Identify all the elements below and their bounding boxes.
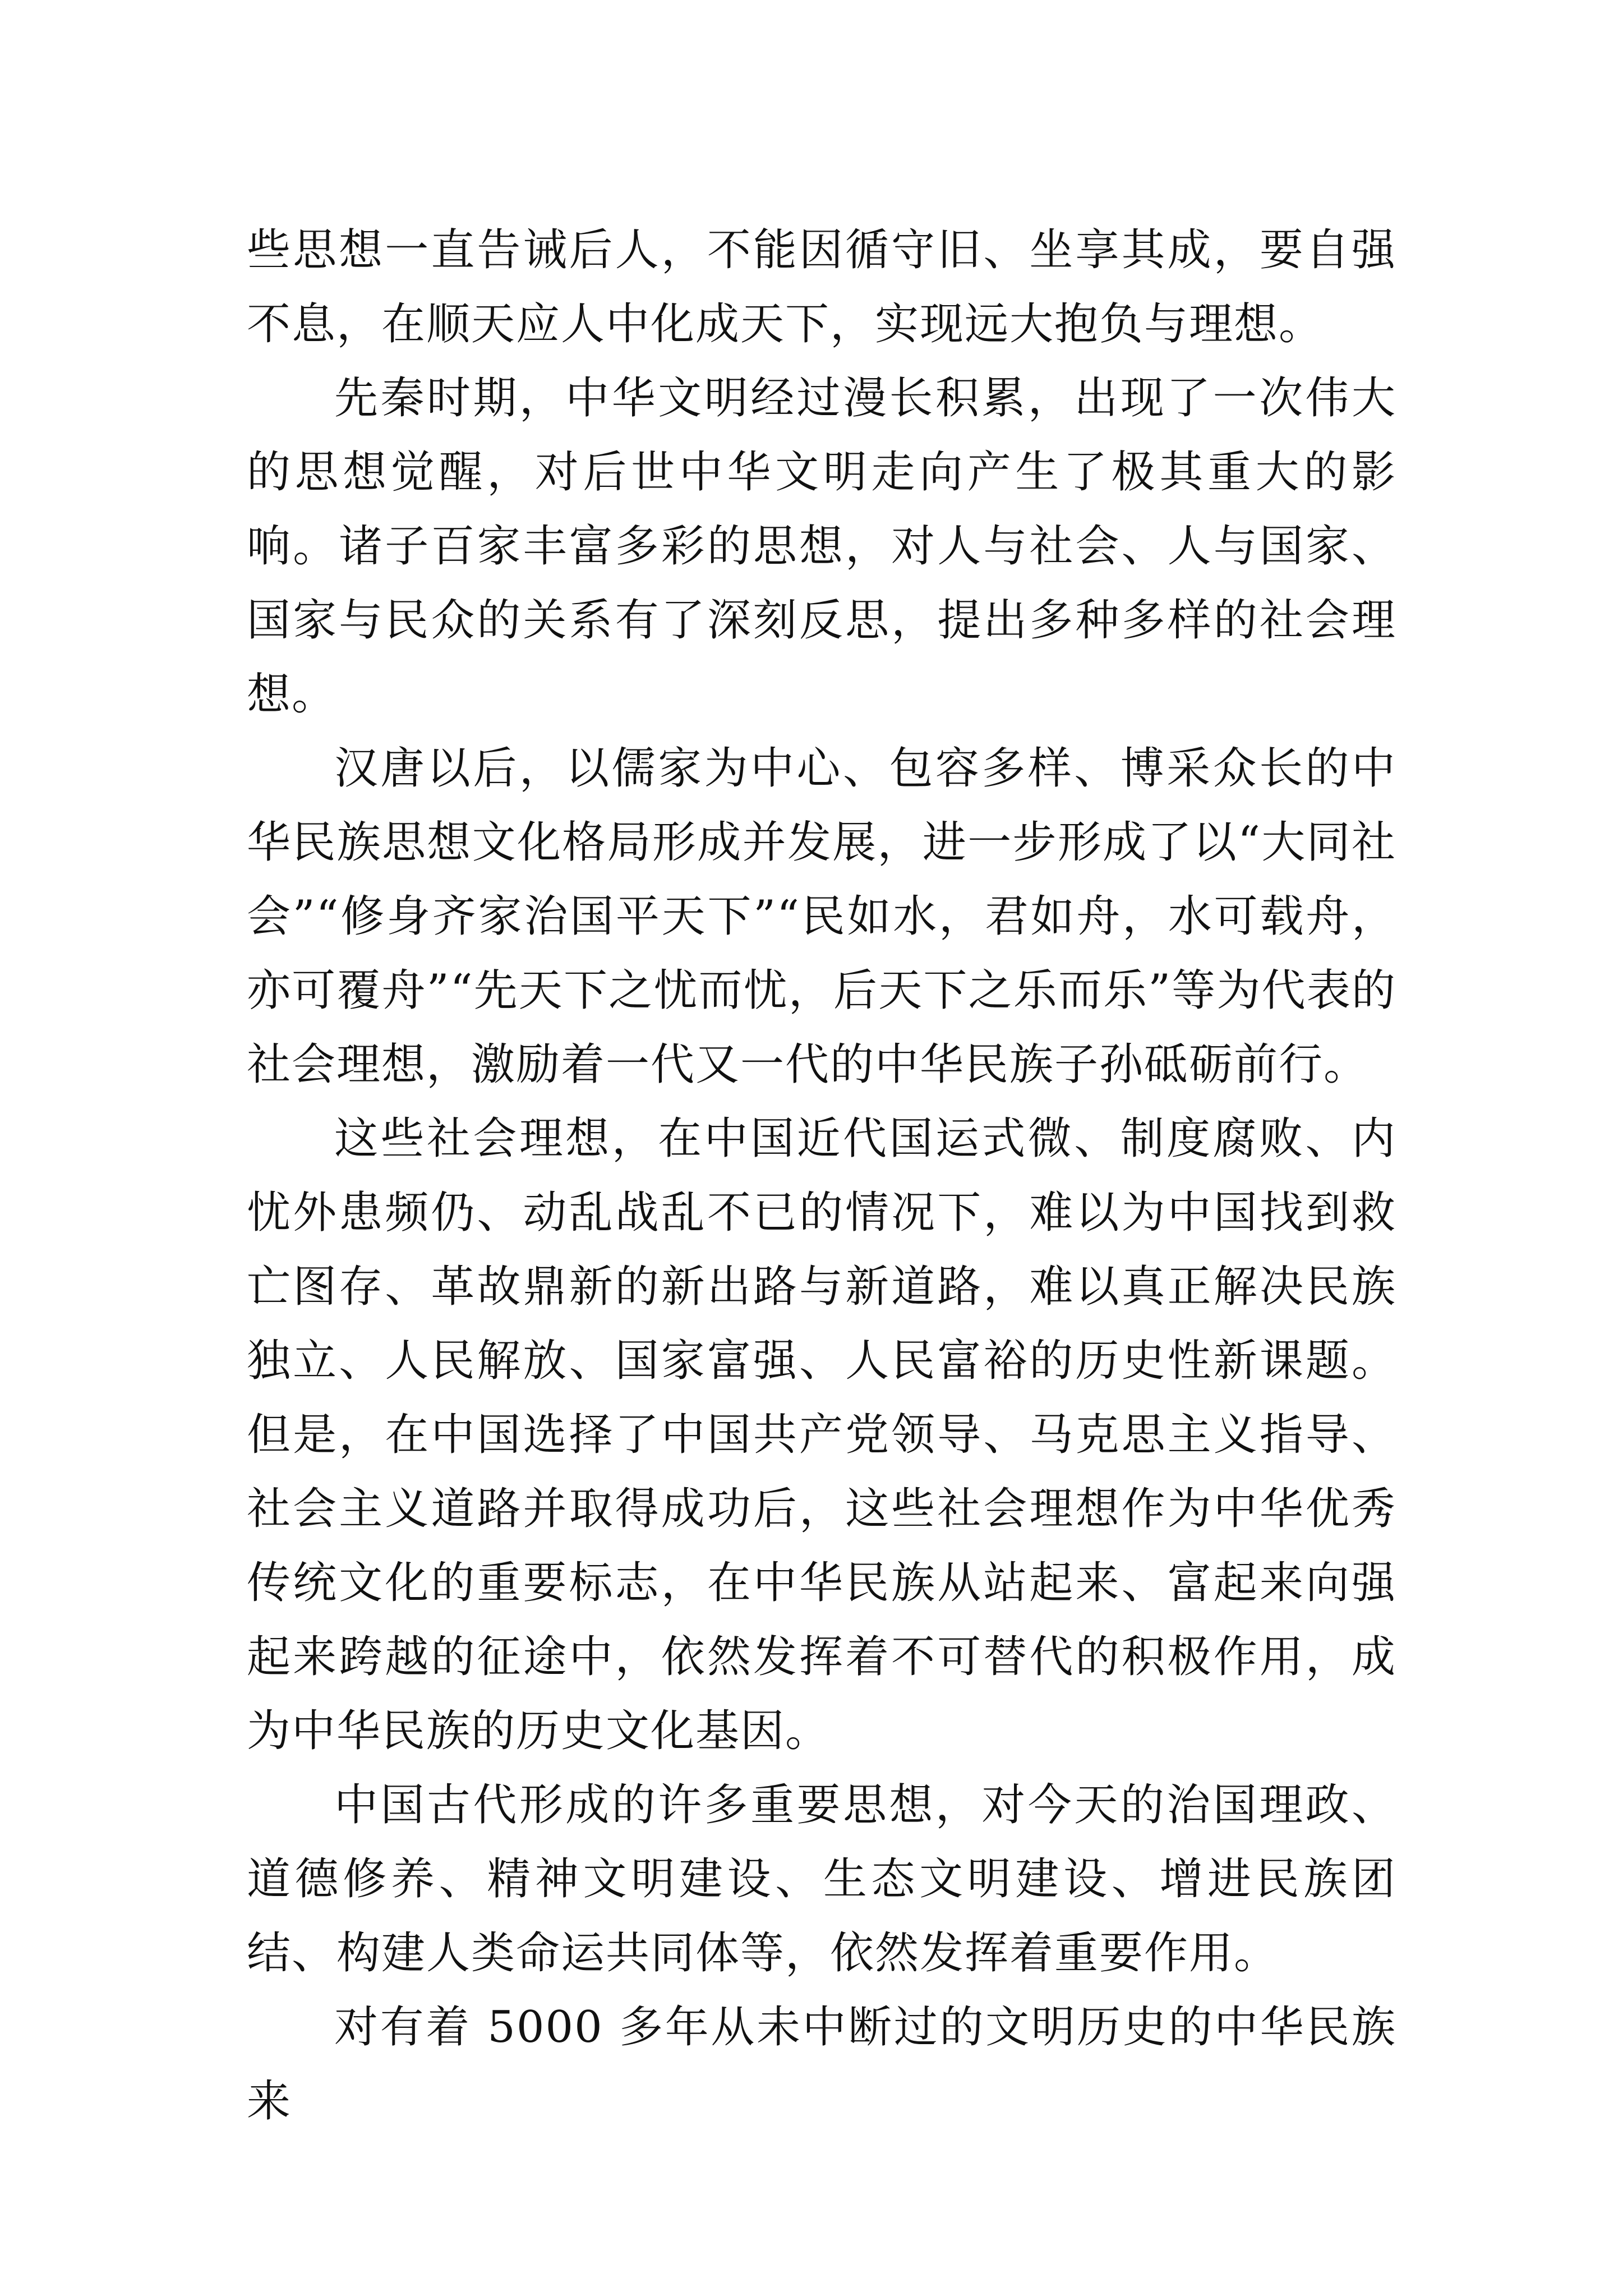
paragraph-5: 中国古代形成的许多重要思想，对今天的治国理政、道德修养、精神文明建设、生态文明建设、增进民族团结、构建人类命运共同体等，依然发挥着重要作用。 (247, 1780, 1396, 1978)
paragraph-6: 对有着 5000 多年从未中断过的文明历史的中华民族来 (247, 2002, 1396, 2127)
paragraph-3: 汉唐以后，以儒家为中心、包容多样、博采众长的中华民族思想文化格局形成并发展，进一步形成了以“大同社会”“修身齐家治国平天下”“民如水，君如舟，水可载舟，亦可覆舟”“先天下之忧而忧，后天下之乐而乐”等为代表的社会理想，激励着一代又一代的中华民族子孙砥砺前行。 (247, 743, 1396, 1090)
paragraph-4: 这些社会理想，在中国近代国运式微、制度腐败、内忧外患频仍、动乱战乱不已的情况下，难以为中国找到救亡图存、革故鼎新的新出路与新道路，难以真正解决民族独立、人民解放、国家富强、人民富裕的历史性新课题。但是，在中国选择了中国共产党领导、马克思主义指导、社会主义道路并取得成功后，这些社会理想作为中华优秀传统文化的重要标志，在中华民族从站起来、富起来向强起来跨越的征途中，依然发挥着不可替代的积极作用，成为中华民族的历史文化基因。 (247, 1114, 1396, 1756)
body-text (247, 213, 1396, 2138)
paragraph-2: 先秦时期，中华文明经过漫长积累，出现了一次伟大的思想觉醒，对后世中华文明走向产生了极其重大的影响。诸子百家丰富多彩的思想，对人与社会、人与国家、国家与民众的关系有了深刻反思，提出多种多样的社会理想。 (247, 373, 1396, 720)
paragraph-1: 些思想一直告诫后人，不能因循守旧、坐享其成，要自强不息，在顺天应人中化成天下，实现远大抱负与理想。 (247, 225, 1396, 349)
